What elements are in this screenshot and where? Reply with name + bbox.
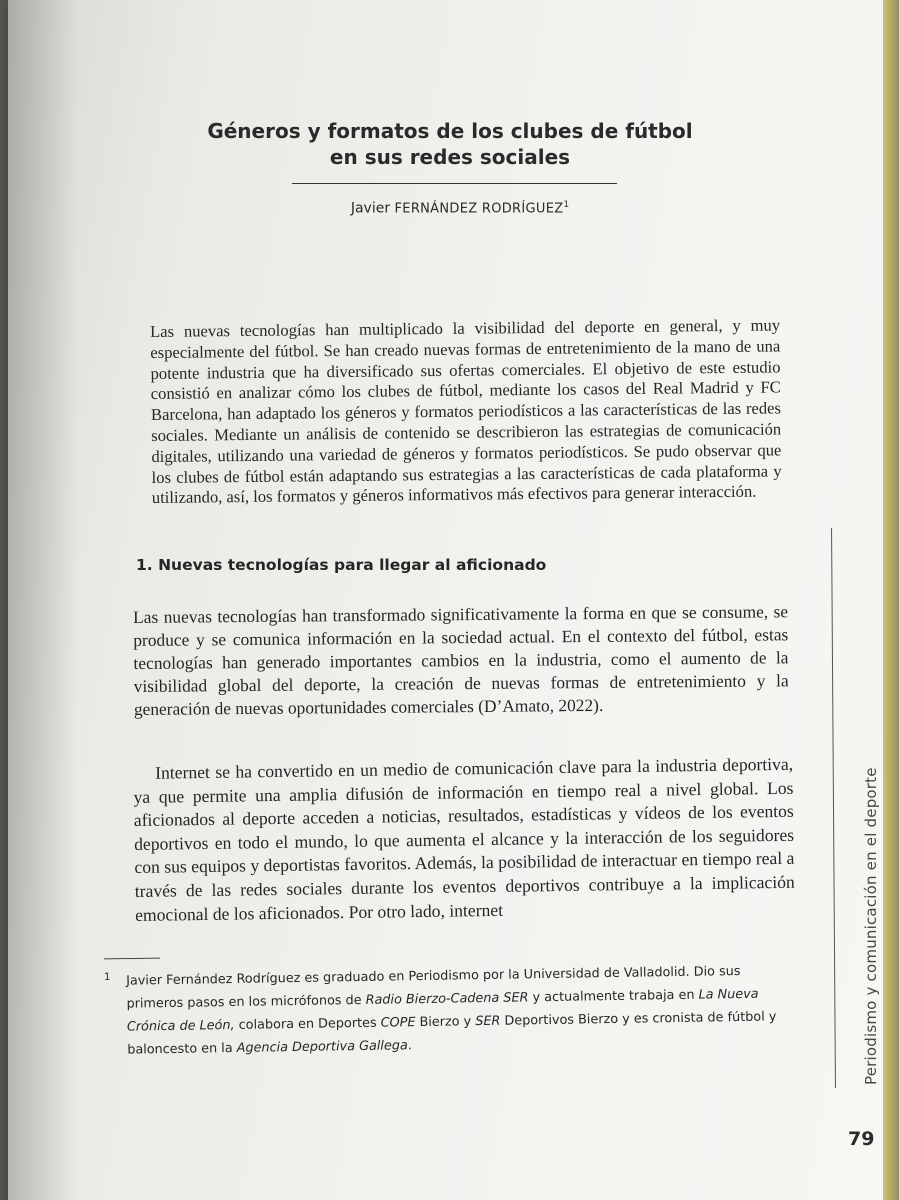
page-number: 79: [848, 1128, 875, 1150]
author-first-name: Javier: [350, 200, 395, 217]
footnote-italic-a: Radio Bierzo-Cadena SER: [365, 990, 529, 1008]
footnote-body: [126, 959, 795, 1061]
footnote-text-b: y actualmente trabaja en: [528, 987, 699, 1006]
title-line-2: en sus redes sociales: [329, 145, 571, 169]
footnote-text-d: Bierzo y: [415, 1014, 476, 1031]
abstract: Las nuevas tecnologías han multiplicado la visibilidad del deporte en general, y muy especialmente del fútbol. Se han creado nuevas formas de entretenimiento de la mano de una potente industria que ha diversificado sus ofertas comerciales. El objetivo de este estudio consistió en analizar cómo los clubes de fútbol, mediante los casos del Real Madrid y FC Barcelona, han adaptado los géneros y formatos periodísticos a las características de las redes sociales. Mediante un análisis de contenido se describieron las estrategias de comunicación digitales, utilizando una variedad de géneros y formatos periodísticos. Se pudo observar que los clubes de fútbol están adaptando sus estrategias a las características de cada plataforma y utilizando, así, los formatos y géneros informativos más efectivos para generar interacción.: [150, 315, 782, 508]
section-heading: 1. Nuevas tecnologías para llegar al aficionado: [136, 556, 547, 574]
footnote: [104, 959, 795, 1062]
running-side-label: Periodismo y comunicación en el deporte: [862, 767, 880, 1085]
footnote-text-f: .: [407, 1038, 412, 1054]
author-last-name: FERNÁNDEZ RODRÍGUEZ: [394, 201, 564, 217]
body-paragraph-2: Internet se ha convertido en un medio de comunicación clave para la industria deportiva, ya que permite una amplia difusión de información en tiempo real a nivel global. Los aficionados al deporte acceden a noticias, resultados, estadísticas y vídeos de los eventos deportivos en todo el mundo, lo que aumenta el alcance y la interacción de los seguidores con sus equipos y deportistas favoritos. Además, la posibilidad de interactuar en tiempo real a través de las redes sociales durante los eventos deportivos contribuye a la implicación emocional de los aficionados. Por otro lado, internet: [133, 753, 795, 925]
author-footnote-marker: 1: [563, 200, 570, 210]
side-rule: [831, 528, 836, 1088]
footnote-divider: [104, 958, 160, 960]
footnote-italic-c: COPE: [380, 1015, 416, 1031]
author-line: [300, 200, 620, 217]
title-divider: [292, 183, 617, 184]
body-paragraph-1: Las nuevas tecnologías han transformado significativamente la forma en que se consume, se produce y se comunica información en la sociedad actual. En el contexto del fútbol, estas tecnologías han generado importantes cambios en la industria, como el aumento de la visibilidad global del deporte, la creación de nuevas formas de entretenimiento y la generación de nuevas oportunidades comerciales (D’Amato, 2022).: [133, 601, 789, 719]
article-title: [200, 118, 700, 170]
footnote-italic-e: Agencia Deportiva Gallega: [236, 1038, 408, 1056]
footnote-italic-d: SER: [475, 1013, 501, 1030]
footnote-number: 1: [104, 971, 111, 983]
title-line-1: Géneros y formatos de los clubes de fútbol: [207, 119, 693, 143]
footnote-text-c: colabora en Deportes: [234, 1015, 381, 1033]
footnote-italic-b: La Nueva Crónica de León,: [126, 986, 759, 1035]
footnote-text-a: Javier Fernández Rodríguez es graduado en Periodismo por la Universidad de Valladolid. Dio sus primeros pasos en los micrófonos de: [126, 964, 741, 1012]
footnote-text-e: Deportivos Bierzo y es cronista de fútbol y baloncesto en la: [127, 1009, 777, 1058]
